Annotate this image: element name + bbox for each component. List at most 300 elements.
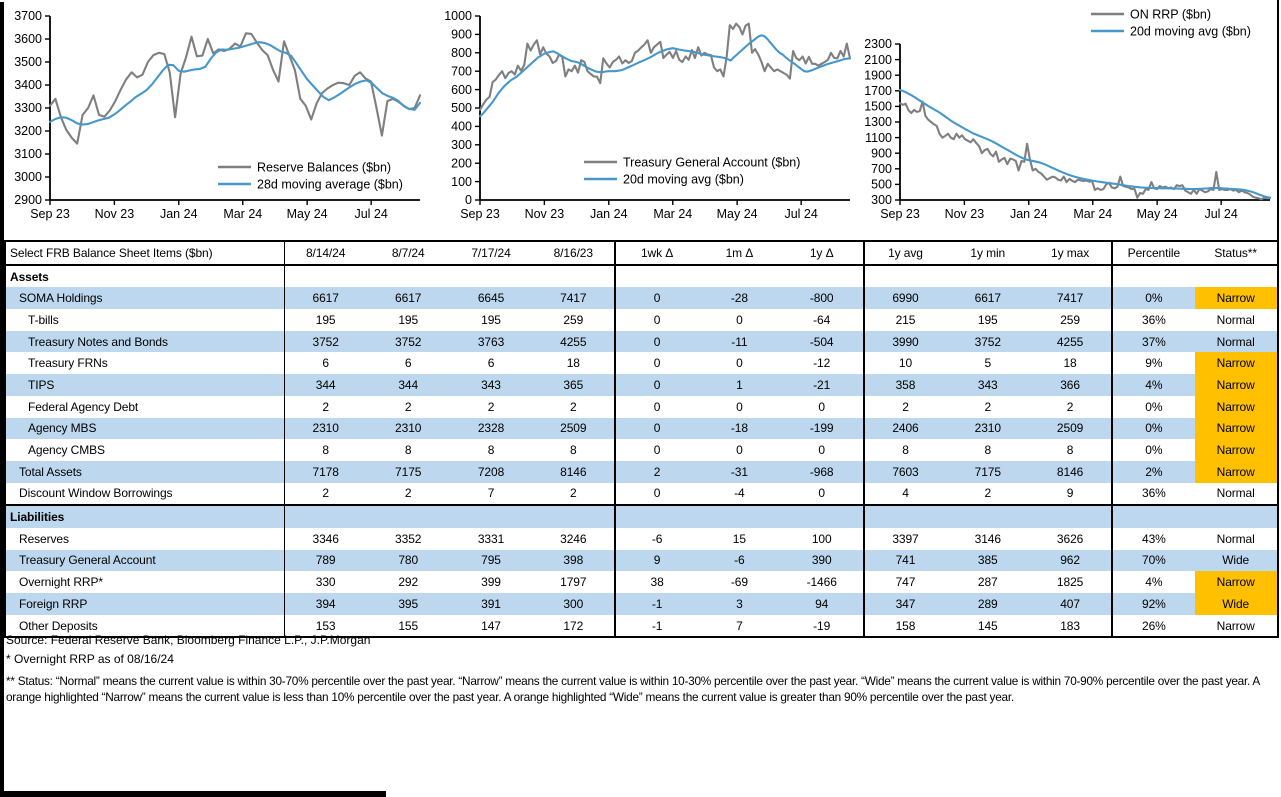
- value-cell: 7: [736, 618, 743, 633]
- value-cell: 215: [864, 309, 947, 331]
- svg-text:600: 600: [451, 82, 472, 97]
- row-label: Liabilities: [5, 505, 284, 528]
- svg-text:Mar 24: Mar 24: [1073, 207, 1113, 221]
- svg-text:1000: 1000: [444, 9, 472, 24]
- value-cell: 7603: [864, 461, 947, 483]
- table-header: [5, 241, 1278, 265]
- value-cell: 741: [864, 550, 947, 572]
- value-cell: -6: [615, 528, 698, 550]
- status-badge: Narrow: [1216, 618, 1255, 633]
- value-cell: 5: [984, 356, 992, 371]
- value-cell: 1825: [1056, 575, 1084, 590]
- table-row: [5, 265, 1278, 288]
- value-cell: [615, 265, 698, 288]
- svg-text:500: 500: [871, 177, 892, 192]
- value-cell: 2509: [1029, 418, 1112, 440]
- value-cell: 358: [864, 374, 947, 396]
- status-badge: Normal: [1195, 331, 1278, 353]
- value-cell: 158: [864, 615, 947, 638]
- value-cell: 145: [977, 618, 998, 633]
- value-cell: [615, 505, 698, 528]
- value-cell: [284, 265, 367, 288]
- status-badge: Normal: [1216, 312, 1255, 327]
- svg-text:Treasury General Account ($bn): Treasury General Account ($bn): [623, 155, 801, 170]
- value-cell: -1466: [806, 575, 837, 590]
- value-cell: 7417: [532, 287, 615, 309]
- row-label: T-bills: [28, 312, 59, 327]
- balance-sheet-table: [4, 240, 1279, 638]
- value-cell: 3763: [450, 331, 533, 353]
- value-cell: 9: [615, 550, 698, 572]
- row-label: Other Deposits: [19, 618, 98, 633]
- svg-text:3300: 3300: [14, 101, 42, 116]
- value-cell: 6617: [367, 287, 450, 309]
- value-cell: 2: [284, 396, 367, 418]
- table-row: [5, 528, 1278, 550]
- value-cell: 7175: [946, 461, 1029, 483]
- value-cell: [367, 265, 450, 288]
- value-cell: 300: [532, 593, 615, 615]
- svg-text:0: 0: [465, 193, 472, 208]
- value-cell: 6990: [864, 287, 947, 309]
- column-header: 1wk Δ: [615, 241, 698, 265]
- column-header: Select FRB Balance Sheet Items ($bn): [10, 245, 213, 260]
- value-cell: 289: [946, 593, 1029, 615]
- status-badge: Narrow: [1195, 374, 1278, 396]
- value-cell: 2: [404, 399, 412, 414]
- value-cell: 195: [398, 312, 419, 327]
- value-cell: 4255: [1029, 331, 1112, 353]
- status-badge: [1195, 265, 1278, 288]
- on-rrp-chart-svg: [858, 6, 1278, 232]
- value-cell: 3626: [1056, 531, 1084, 546]
- table-row: [5, 374, 1278, 396]
- row-label: SOMA Holdings: [5, 287, 284, 309]
- value-cell: [284, 505, 367, 528]
- value-cell: 0: [615, 352, 698, 374]
- svg-text:3200: 3200: [14, 124, 42, 139]
- value-cell: 0: [736, 399, 743, 414]
- value-cell: 747: [864, 571, 947, 593]
- table-row: [5, 483, 1278, 506]
- row-label: Treasury Notes and Bonds: [5, 331, 284, 353]
- status-badge: Narrow: [1195, 439, 1278, 461]
- value-cell: 3246: [560, 531, 587, 546]
- on-rrp-chart: [858, 6, 1278, 234]
- column-header: Status**: [1214, 245, 1257, 260]
- column-header: 8/7/24: [391, 245, 425, 260]
- svg-text:2900: 2900: [14, 193, 42, 208]
- value-cell: [367, 505, 450, 528]
- value-cell: 155: [398, 618, 419, 633]
- row-label: Treasury FRNs: [28, 356, 108, 371]
- value-cell: -21: [781, 374, 864, 396]
- status-badge: Narrow: [1195, 571, 1278, 593]
- percentile-cell: 0%: [1112, 396, 1195, 418]
- value-cell: 2310: [367, 418, 450, 440]
- svg-text:May 24: May 24: [286, 207, 328, 221]
- svg-text:28d moving average ($bn): 28d moving average ($bn): [257, 177, 403, 192]
- value-cell: 8: [864, 439, 947, 461]
- svg-text:Jul 24: Jul 24: [1204, 207, 1238, 221]
- value-cell: -69: [730, 575, 748, 590]
- value-cell: 3: [698, 593, 781, 615]
- row-label: Reserves: [19, 531, 69, 546]
- value-cell: [698, 505, 781, 528]
- column-header: 1y avg: [864, 241, 947, 265]
- value-cell: 6: [404, 356, 412, 371]
- value-cell: -1: [615, 593, 698, 615]
- svg-text:Sep 23: Sep 23: [460, 207, 500, 221]
- value-cell: 38: [615, 571, 698, 593]
- value-cell: [946, 505, 1029, 528]
- value-cell: 0: [615, 331, 698, 353]
- status-badge: Wide: [1195, 550, 1278, 572]
- value-cell: 3352: [395, 531, 422, 546]
- svg-text:500: 500: [451, 101, 472, 116]
- svg-text:Jan 24: Jan 24: [589, 207, 628, 221]
- value-cell: 6645: [450, 287, 533, 309]
- column-header: 1y max: [1051, 245, 1090, 260]
- table-row: [5, 309, 1278, 331]
- percentile-cell: 0%: [1112, 287, 1195, 309]
- column-header: 8/14/24: [284, 241, 367, 265]
- percentile-cell: 26%: [1112, 615, 1195, 638]
- value-cell: 259: [563, 312, 584, 327]
- value-cell: 6617: [284, 287, 367, 309]
- value-cell: 172: [563, 618, 584, 633]
- row-label: Discount Window Borrowings: [19, 486, 173, 501]
- status-badge: Narrow: [1195, 418, 1278, 440]
- value-cell: 7: [487, 486, 495, 501]
- value-cell: 195: [977, 312, 998, 327]
- value-cell: [1029, 505, 1112, 528]
- table-row: [5, 287, 1278, 309]
- svg-text:Sep 23: Sep 23: [30, 207, 70, 221]
- value-cell: [864, 505, 947, 528]
- value-cell: 100: [811, 531, 832, 546]
- value-cell: 0: [615, 483, 698, 506]
- svg-text:3100: 3100: [14, 147, 42, 162]
- value-cell: 0: [615, 309, 698, 331]
- value-cell: 287: [977, 575, 998, 590]
- value-cell: [698, 265, 781, 288]
- value-cell: 7175: [367, 461, 450, 483]
- svg-text:1700: 1700: [864, 84, 892, 98]
- table-row: [5, 331, 1278, 353]
- table-row: [5, 439, 1278, 461]
- value-cell: 8: [284, 439, 367, 461]
- value-cell: 8: [570, 443, 577, 458]
- table-row: [5, 418, 1278, 440]
- value-cell: 407: [1029, 593, 1112, 615]
- svg-text:Jan 24: Jan 24: [159, 207, 198, 221]
- value-cell: 9: [1066, 486, 1074, 501]
- status-badge: Narrow: [1195, 461, 1278, 483]
- svg-text:3600: 3600: [14, 32, 42, 47]
- footnote-status-definitions: ** Status: “Normal” means the current value is within 30-70% percentile over the past year. “Narrow” means the current value is within 10-30% percentile over the past year. “Wide” means the current value is within 70-90% percentile over the past year. A orange highlighted “Narrow” means the current value is less than 10% percentile over the past year. A orange highlighted “Wide” means the current value is greater than 90% percentile over the past year.: [6, 674, 1260, 704]
- percentile-cell: 0%: [1112, 439, 1195, 461]
- svg-text:Nov 23: Nov 23: [94, 207, 135, 221]
- treasury-general-account-chart: [438, 6, 858, 234]
- value-cell: 3752: [946, 331, 1029, 353]
- value-cell: 195: [481, 312, 501, 327]
- page-border-bottom: [0, 791, 386, 797]
- value-cell: 398: [532, 550, 615, 572]
- value-cell: 343: [946, 374, 1029, 396]
- value-cell: 0: [615, 418, 698, 440]
- value-cell: 10: [864, 352, 947, 374]
- value-cell: -19: [813, 618, 831, 633]
- value-cell: 962: [1029, 550, 1112, 572]
- percentile-cell: [1112, 505, 1195, 528]
- column-header: 1y min: [970, 245, 1006, 260]
- value-cell: 8: [404, 443, 412, 458]
- svg-text:3400: 3400: [14, 78, 42, 93]
- percentile-cell: 36%: [1112, 309, 1195, 331]
- value-cell: 2: [1066, 399, 1074, 414]
- value-cell: 7178: [284, 461, 367, 483]
- value-cell: 789: [284, 550, 367, 572]
- value-cell: 344: [367, 374, 450, 396]
- footnotes: [6, 633, 1275, 705]
- value-cell: 0: [736, 356, 743, 371]
- value-cell: 2: [404, 486, 412, 501]
- value-cell: -4: [734, 486, 745, 501]
- status-badge: Narrow: [1195, 352, 1278, 374]
- value-cell: 3397: [864, 528, 947, 550]
- value-cell: -504: [781, 331, 864, 353]
- table-row: [5, 352, 1278, 374]
- value-cell: 780: [367, 550, 450, 572]
- svg-text:Reserve Balances ($bn): Reserve Balances ($bn): [257, 160, 392, 175]
- value-cell: 8: [1066, 443, 1074, 458]
- percentile-cell: 36%: [1112, 483, 1195, 506]
- footnote-overnight-rrp: * Overnight RRP as of 08/16/24: [6, 652, 174, 666]
- value-cell: 94: [781, 593, 864, 615]
- percentile-cell: 2%: [1112, 461, 1195, 483]
- value-cell: [781, 505, 864, 528]
- value-cell: [532, 265, 615, 288]
- value-cell: 195: [284, 309, 367, 331]
- table-row: [5, 396, 1278, 418]
- row-label: Agency MBS: [5, 418, 284, 440]
- value-cell: 147: [481, 618, 501, 633]
- svg-text:900: 900: [871, 146, 892, 161]
- svg-text:May 24: May 24: [716, 207, 758, 221]
- value-cell: 343: [450, 374, 533, 396]
- value-cell: 4: [864, 483, 947, 506]
- value-cell: -11: [698, 331, 781, 353]
- svg-text:300: 300: [451, 138, 472, 152]
- value-cell: 18: [1063, 356, 1077, 371]
- value-cell: [1029, 265, 1112, 288]
- svg-text:1900: 1900: [864, 68, 892, 83]
- svg-text:1300: 1300: [864, 115, 892, 130]
- reserve-balances-chart-svg: [8, 6, 428, 232]
- value-cell: 1: [698, 374, 781, 396]
- value-cell: 2: [487, 399, 495, 414]
- value-cell: 395: [367, 593, 450, 615]
- status-badge: Normal: [1216, 486, 1255, 501]
- value-cell: 8: [984, 443, 992, 458]
- table-row: [5, 571, 1278, 593]
- value-cell: 2310: [946, 418, 1029, 440]
- value-cell: 391: [450, 593, 533, 615]
- value-cell: 2328: [450, 418, 533, 440]
- svg-text:2300: 2300: [864, 37, 892, 52]
- table-source: Source: Federal Reserve Bank, Bloomberg Finance L.P., J.P.Morgan: [6, 633, 371, 647]
- value-cell: 183: [1060, 618, 1080, 633]
- status-badge: [1195, 505, 1278, 528]
- value-cell: 0: [615, 287, 698, 309]
- value-cell: 0: [818, 443, 825, 458]
- percentile-cell: 0%: [1112, 418, 1195, 440]
- value-cell: 8146: [532, 461, 615, 483]
- value-cell: 399: [481, 575, 501, 590]
- value-cell: 153: [284, 615, 367, 638]
- value-cell: -31: [698, 461, 781, 483]
- table-body: [5, 265, 1278, 638]
- row-label: Assets: [10, 269, 49, 284]
- value-cell: 3752: [367, 331, 450, 353]
- row-label: Foreign RRP: [5, 593, 284, 615]
- svg-text:800: 800: [451, 46, 472, 60]
- svg-text:900: 900: [451, 27, 472, 42]
- row-label: TIPS: [5, 374, 284, 396]
- value-cell: 347: [864, 593, 947, 615]
- value-cell: -18: [698, 418, 781, 440]
- column-header: 1m Δ: [725, 245, 754, 260]
- value-cell: 7417: [1029, 287, 1112, 309]
- svg-text:Mar 24: Mar 24: [653, 207, 693, 221]
- value-cell: 2: [615, 461, 698, 483]
- column-header: 7/17/24: [471, 245, 511, 260]
- value-cell: 3752: [284, 331, 367, 353]
- value-cell: 390: [781, 550, 864, 572]
- value-cell: 18: [566, 356, 580, 371]
- value-cell: 8146: [1029, 461, 1112, 483]
- svg-text:Sep 23: Sep 23: [880, 207, 920, 221]
- percentile-cell: 4%: [1112, 374, 1195, 396]
- percentile-cell: [1112, 265, 1195, 288]
- value-cell: 330: [284, 571, 367, 593]
- row-label: Treasury General Account: [5, 550, 284, 572]
- value-cell: -6: [698, 550, 781, 572]
- value-cell: 2: [984, 399, 992, 414]
- svg-text:20d moving avg ($bn): 20d moving avg ($bn): [623, 172, 744, 187]
- table-row: [5, 593, 1278, 615]
- value-cell: 0: [736, 312, 743, 327]
- value-cell: 259: [1060, 312, 1080, 327]
- value-cell: [864, 265, 947, 288]
- value-cell: 2: [570, 399, 577, 414]
- svg-text:ON RRP ($bn): ON RRP ($bn): [1130, 7, 1212, 22]
- value-cell: [781, 265, 864, 288]
- row-label: Overnight RRP*: [19, 575, 103, 590]
- svg-text:3700: 3700: [14, 9, 42, 24]
- value-cell: 292: [398, 575, 419, 590]
- value-cell: -199: [781, 418, 864, 440]
- status-badge: Wide: [1195, 593, 1278, 615]
- value-cell: [532, 505, 615, 528]
- value-cell: 2: [864, 396, 947, 418]
- value-cell: -800: [781, 287, 864, 309]
- value-cell: -12: [813, 356, 831, 371]
- percentile-cell: 37%: [1112, 331, 1195, 353]
- svg-text:700: 700: [871, 162, 892, 176]
- table-row: [5, 505, 1278, 528]
- percentile-cell: 9%: [1112, 352, 1195, 374]
- svg-text:3500: 3500: [14, 55, 42, 70]
- value-cell: 1797: [560, 575, 587, 590]
- value-cell: [450, 505, 533, 528]
- row-label: Federal Agency Debt: [28, 399, 139, 414]
- value-cell: 344: [284, 374, 367, 396]
- svg-text:100: 100: [451, 174, 472, 189]
- value-cell: -968: [781, 461, 864, 483]
- svg-text:May 24: May 24: [1136, 207, 1178, 221]
- value-cell: -1: [615, 615, 698, 638]
- treasury-general-account-chart-svg: [438, 6, 858, 232]
- value-cell: 2: [570, 486, 577, 501]
- value-cell: 795: [450, 550, 533, 572]
- reserve-balances-chart: [8, 6, 428, 234]
- column-header: Percentile: [1112, 241, 1195, 265]
- value-cell: [450, 265, 533, 288]
- value-cell: 2: [984, 486, 992, 501]
- percentile-cell: 70%: [1112, 550, 1195, 572]
- value-cell: [946, 265, 1029, 288]
- value-cell: 2509: [532, 418, 615, 440]
- value-cell: 3346: [284, 528, 367, 550]
- row-label: Total Assets: [5, 461, 284, 483]
- percentile-cell: 92%: [1112, 593, 1195, 615]
- svg-text:20d moving avg ($bn): 20d moving avg ($bn): [1130, 24, 1251, 39]
- value-cell: 6: [284, 352, 367, 374]
- value-cell: 3146: [974, 531, 1001, 546]
- value-cell: 0: [736, 443, 743, 458]
- svg-text:Nov 23: Nov 23: [524, 207, 565, 221]
- svg-text:200: 200: [451, 156, 472, 171]
- svg-text:700: 700: [451, 64, 472, 79]
- svg-text:Mar 24: Mar 24: [223, 207, 263, 221]
- value-cell: 0: [615, 374, 698, 396]
- svg-text:1100: 1100: [865, 130, 892, 145]
- svg-text:Jul 24: Jul 24: [354, 207, 388, 221]
- status-badge: Narrow: [1195, 287, 1278, 309]
- value-cell: 2310: [284, 418, 367, 440]
- percentile-cell: 43%: [1112, 528, 1195, 550]
- svg-text:Jan 24: Jan 24: [1009, 207, 1048, 221]
- value-cell: 2406: [864, 418, 947, 440]
- value-cell: -64: [813, 312, 831, 327]
- column-header: 8/16/23: [553, 245, 593, 260]
- value-cell: 7208: [450, 461, 533, 483]
- column-header: 1y Δ: [809, 245, 834, 260]
- value-cell: 0: [818, 399, 825, 414]
- svg-text:Nov 23: Nov 23: [944, 207, 985, 221]
- value-cell: 4255: [532, 331, 615, 353]
- value-cell: 15: [732, 531, 746, 546]
- value-cell: 6617: [946, 287, 1029, 309]
- svg-text:3000: 3000: [14, 170, 42, 185]
- row-label: Agency CMBS: [28, 443, 105, 458]
- svg-text:2100: 2100: [864, 52, 892, 67]
- percentile-cell: 4%: [1112, 571, 1195, 593]
- status-badge: Narrow: [1195, 396, 1278, 418]
- value-cell: 8: [487, 443, 495, 458]
